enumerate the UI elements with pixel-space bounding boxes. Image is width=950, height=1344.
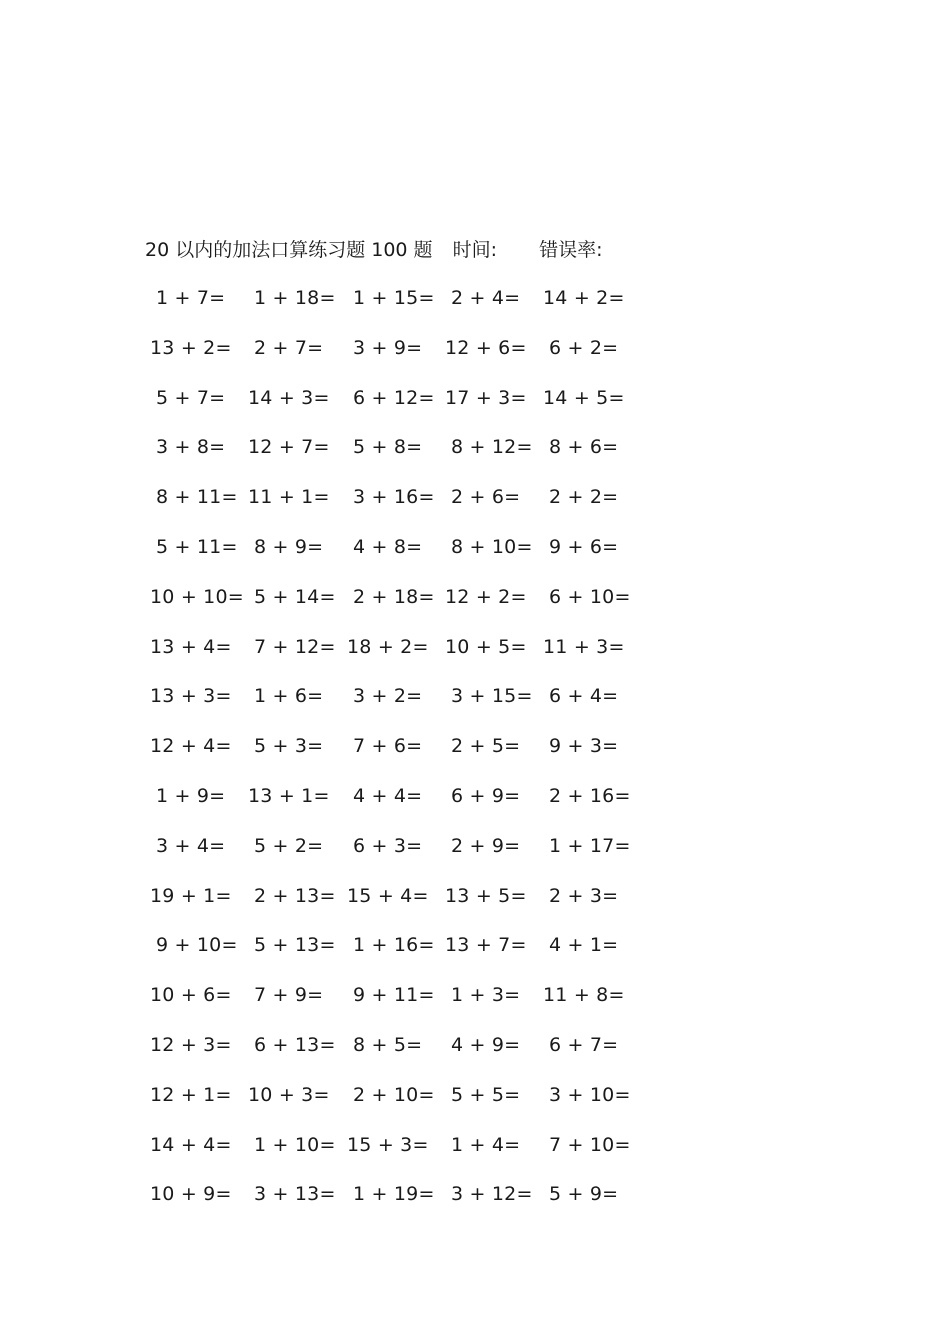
problem-item: 3 + 8= [156,436,226,458]
problem-item: 9 + 10= [156,934,238,956]
problem-item: 5 + 13= [254,934,336,956]
problem-item: 17 + 3= [445,387,527,409]
problem-item: 2 + 10= [353,1084,435,1106]
problem-item: 1 + 18= [254,287,336,309]
problem-item: 6 + 12= [353,387,435,409]
problem-item: 14 + 4= [150,1134,232,1156]
problem-item: 2 + 9= [451,835,521,857]
problem-item: 13 + 2= [150,337,232,359]
problem-item: 15 + 3= [347,1134,429,1156]
problem-item: 3 + 13= [254,1183,336,1205]
problem-item: 5 + 11= [156,536,238,558]
problem-item: 8 + 11= [156,486,238,508]
problem-item: 6 + 9= [451,785,521,807]
problem-item: 13 + 3= [150,685,232,707]
problem-item: 13 + 5= [445,885,527,907]
problem-item: 2 + 7= [254,337,324,359]
error-rate-label: 错误率: [539,239,603,261]
problem-item: 9 + 6= [549,536,619,558]
problem-item: 12 + 6= [445,337,527,359]
problem-item: 3 + 2= [353,685,423,707]
problem-item: 9 + 3= [549,735,619,757]
problem-item: 6 + 13= [254,1034,336,1056]
problem-item: 6 + 10= [549,586,631,608]
problem-item: 3 + 16= [353,486,435,508]
problem-item: 4 + 1= [549,934,619,956]
problem-item: 14 + 2= [543,287,625,309]
problem-item: 12 + 4= [150,735,232,757]
problem-item: 7 + 10= [549,1134,631,1156]
problem-item: 2 + 2= [549,486,619,508]
problem-item: 1 + 19= [353,1183,435,1205]
problem-item: 8 + 10= [451,536,533,558]
problem-item: 5 + 7= [156,387,226,409]
problem-item: 10 + 6= [150,984,232,1006]
problem-item: 13 + 4= [150,636,232,658]
worksheet-title: 20 以内的加法口算练习题 100 题 [145,239,433,261]
problem-item: 1 + 3= [451,984,521,1006]
problem-item: 2 + 16= [549,785,631,807]
problem-item: 11 + 1= [248,486,330,508]
problem-item: 3 + 4= [156,835,226,857]
problem-item: 6 + 3= [353,835,423,857]
problem-item: 12 + 2= [445,586,527,608]
problem-item: 6 + 7= [549,1034,619,1056]
problem-item: 1 + 10= [254,1134,336,1156]
problem-item: 7 + 12= [254,636,336,658]
problem-item: 15 + 4= [347,885,429,907]
problem-item: 1 + 4= [451,1134,521,1156]
problem-item: 13 + 1= [248,785,330,807]
problem-item: 2 + 18= [353,586,435,608]
problem-item: 5 + 8= [353,436,423,458]
problem-item: 8 + 6= [549,436,619,458]
problem-item: 3 + 10= [549,1084,631,1106]
problem-item: 2 + 5= [451,735,521,757]
problem-item: 7 + 6= [353,735,423,757]
problem-item: 1 + 17= [549,835,631,857]
problem-item: 8 + 12= [451,436,533,458]
problem-item: 10 + 5= [445,636,527,658]
problem-item: 18 + 2= [347,636,429,658]
problem-item: 7 + 9= [254,984,324,1006]
problem-item: 1 + 9= [156,785,226,807]
problem-item: 2 + 4= [451,287,521,309]
problem-item: 14 + 5= [543,387,625,409]
problem-item: 3 + 9= [353,337,423,359]
problem-item: 13 + 7= [445,934,527,956]
problem-item: 3 + 12= [451,1183,533,1205]
time-label: 时间: [452,239,498,261]
problem-item: 4 + 8= [353,536,423,558]
problem-item: 2 + 13= [254,885,336,907]
problem-item: 10 + 10= [150,586,244,608]
problem-item: 1 + 15= [353,287,435,309]
problem-item: 1 + 6= [254,685,324,707]
problem-item: 5 + 5= [451,1084,521,1106]
problem-item: 12 + 3= [150,1034,232,1056]
problem-item: 9 + 11= [353,984,435,1006]
problem-item: 8 + 5= [353,1034,423,1056]
problem-item: 10 + 3= [248,1084,330,1106]
problem-item: 5 + 9= [549,1183,619,1205]
problem-item: 12 + 7= [248,436,330,458]
problem-item: 1 + 7= [156,287,226,309]
problem-item: 10 + 9= [150,1183,232,1205]
problem-item: 11 + 3= [543,636,625,658]
problem-item: 14 + 3= [248,387,330,409]
problem-item: 5 + 14= [254,586,336,608]
problem-item: 1 + 16= [353,934,435,956]
problem-item: 4 + 9= [451,1034,521,1056]
problem-item: 5 + 3= [254,735,324,757]
problem-item: 12 + 1= [150,1084,232,1106]
problem-item: 4 + 4= [353,785,423,807]
problem-item: 5 + 2= [254,835,324,857]
problem-item: 11 + 8= [543,984,625,1006]
problem-item: 3 + 15= [451,685,533,707]
problem-item: 6 + 2= [549,337,619,359]
problem-item: 2 + 6= [451,486,521,508]
problem-item: 2 + 3= [549,885,619,907]
problem-item: 8 + 9= [254,536,324,558]
problem-item: 6 + 4= [549,685,619,707]
problem-item: 19 + 1= [150,885,232,907]
